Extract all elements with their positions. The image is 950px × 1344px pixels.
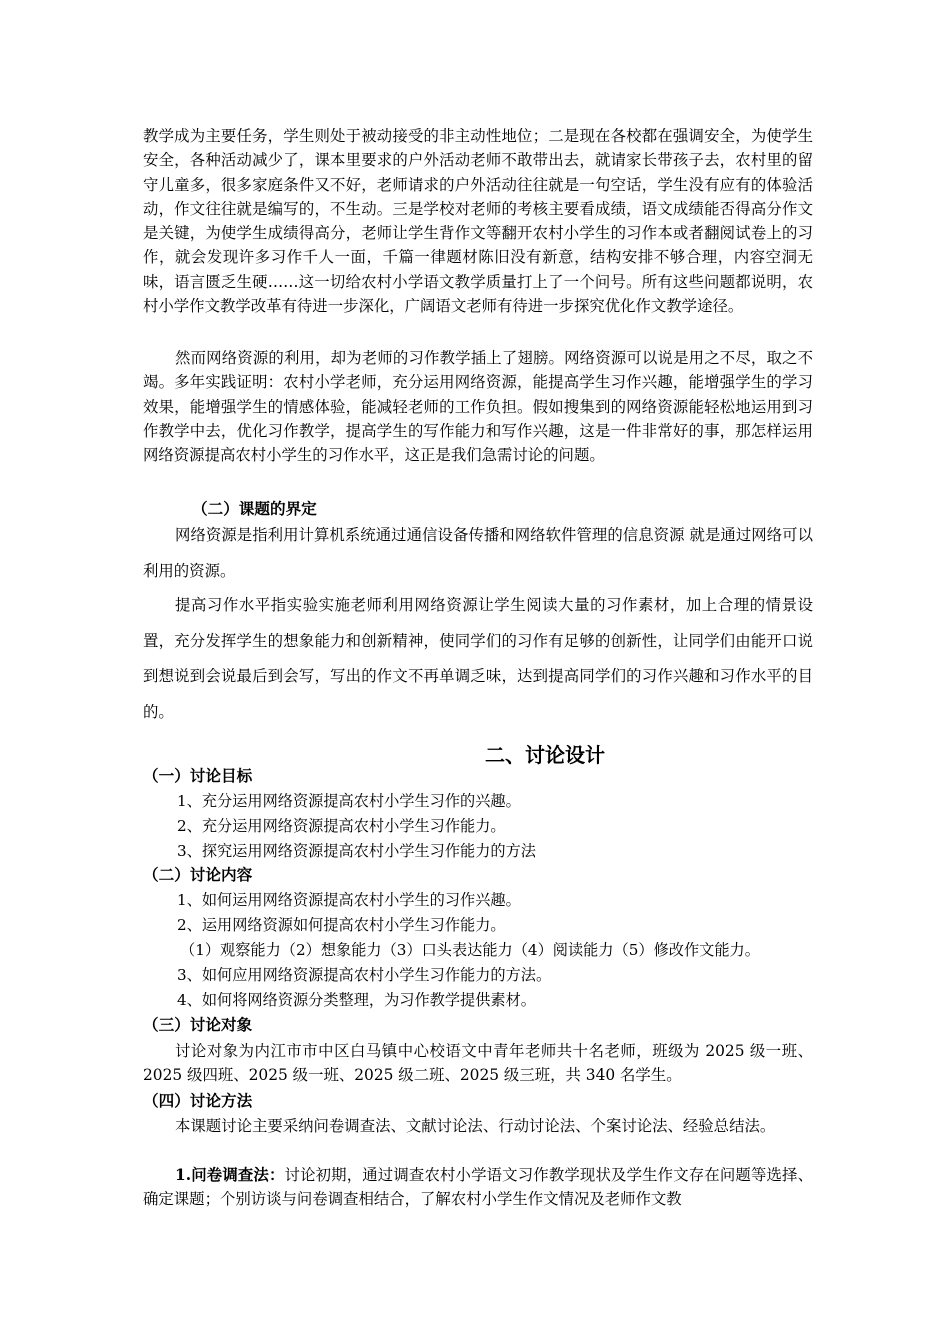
method-item-lead: 1.问卷调查法：: [175, 1166, 285, 1184]
body-paragraph: 教学成为主要任务，学生则处于被动接受的非主动性地位；二是现在各校都在强调安全，为使学生安全，各种活动减少了，课本里要求的户外活动老师不敢带出去，就请家长带孩子去，农村里的留守儿童多，很多家庭条件又不好，老师请求的户外活动往往就是一句空话，学生没有应有的体验活动，作文往往就是编写的，不生动。三是学校对老师的考核主要看成绩，语文成绩能否得高分作文是关键，为使学生成绩得高分，老师让学生背作文等翻开农村小学生的习作本或者翻阅试卷上的习作，就会发现许多习作千人一面，千篇一律题材陈旧没有新意，结构安排不够合理，内容空洞无味，语言匮乏生硬……这一切给农村小学语文教学质量打上了一个问号。所有这些问题都说明，农村小学作文教学改革有待进一步深化，广阔语文老师有待进一步探究优化作文教学途径。: [143, 127, 813, 316]
list-item: 2、运用网络资源如何提高农村小学生习作能力。: [177, 916, 506, 934]
list-item: 4、如何将网络资源分类整理，为习作教学提供素材。: [177, 991, 536, 1009]
method-item-text: 讨论初期，通过调查农村小学语文习作教学现状及学生作文存在问题等选择、确定课题；个别访谈与问卷调查相结合，了解农村小学生作文情况及老师作文教: [143, 1166, 813, 1209]
content-heading: （二）讨论内容: [143, 865, 253, 884]
methods-heading: （四）讨论方法: [143, 1091, 253, 1110]
goals-heading: （一）讨论目标: [143, 766, 253, 785]
objects-heading: （三）讨论对象: [143, 1015, 253, 1034]
subsection-heading: （二）课题的界定: [192, 499, 317, 518]
list-item: （1）观察能力（2）想象能力（3）口头表达能力（4）阅读能力（5）修改作文能力。: [180, 941, 760, 959]
method-item: [143, 1163, 813, 1211]
section-title: 二、讨论设计: [485, 743, 605, 767]
body-paragraph: 网络资源是指利用计算机系统通过通信设备传播和网络软件管理的信息资源 就是通过网络可以利用的资源。: [143, 526, 813, 580]
list-item: 1、如何运用网络资源提高农村小学生的习作兴趣。: [177, 891, 521, 909]
list-item: 2、充分运用网络资源提高农村小学生习作能力。: [177, 817, 506, 835]
body-paragraph: 提高习作水平指实验实施老师利用网络资源让学生阅读大量的习作素材，加上合理的情景设置，充分发挥学生的想象能力和创新精神，使同学们的习作有足够的创新性，让同学们由能开口说到想说到会说最后到会写，写出的作文不再单调乏味，达到提高同学们的习作兴趣和习作水平的目的。: [143, 596, 813, 721]
body-paragraph: 本课题讨论主要采纳问卷调查法、文献讨论法、行动讨论法、个案讨论法、经验总结法。: [175, 1117, 776, 1135]
list-item: 3、如何应用网络资源提高农村小学生习作能力的方法。: [177, 966, 552, 984]
list-item: 1、充分运用网络资源提高农村小学生习作的兴趣。: [177, 792, 521, 810]
body-paragraph: 讨论对象为内江市市中区白马镇中心校语文中青年老师共十名老师，班级为 2025 级一班、2025 级四班、2025 级一班、2025 级二班、2025 级三班，共 340 名学生。: [143, 1042, 813, 1085]
list-item: 3、探究运用网络资源提高农村小学生习作能力的方法: [177, 842, 536, 860]
body-paragraph: 然而网络资源的利用，却为老师的习作教学插上了翅膀。网络资源可以说是用之不尽，取之不竭。多年实践证明：农村小学老师，充分运用网络资源，能提高学生习作兴趣，能增强学生的学习效果，能增强学生的情感体验，能减轻老师的工作负担。假如搜集到的网络资源能轻松地运用到习作教学中去，优化习作教学，提高学生的写作能力和写作兴趣，这是一件非常好的事，那怎样运用网络资源提高农村小学生的习作水平，这正是我们急需讨论的问题。: [143, 349, 813, 465]
